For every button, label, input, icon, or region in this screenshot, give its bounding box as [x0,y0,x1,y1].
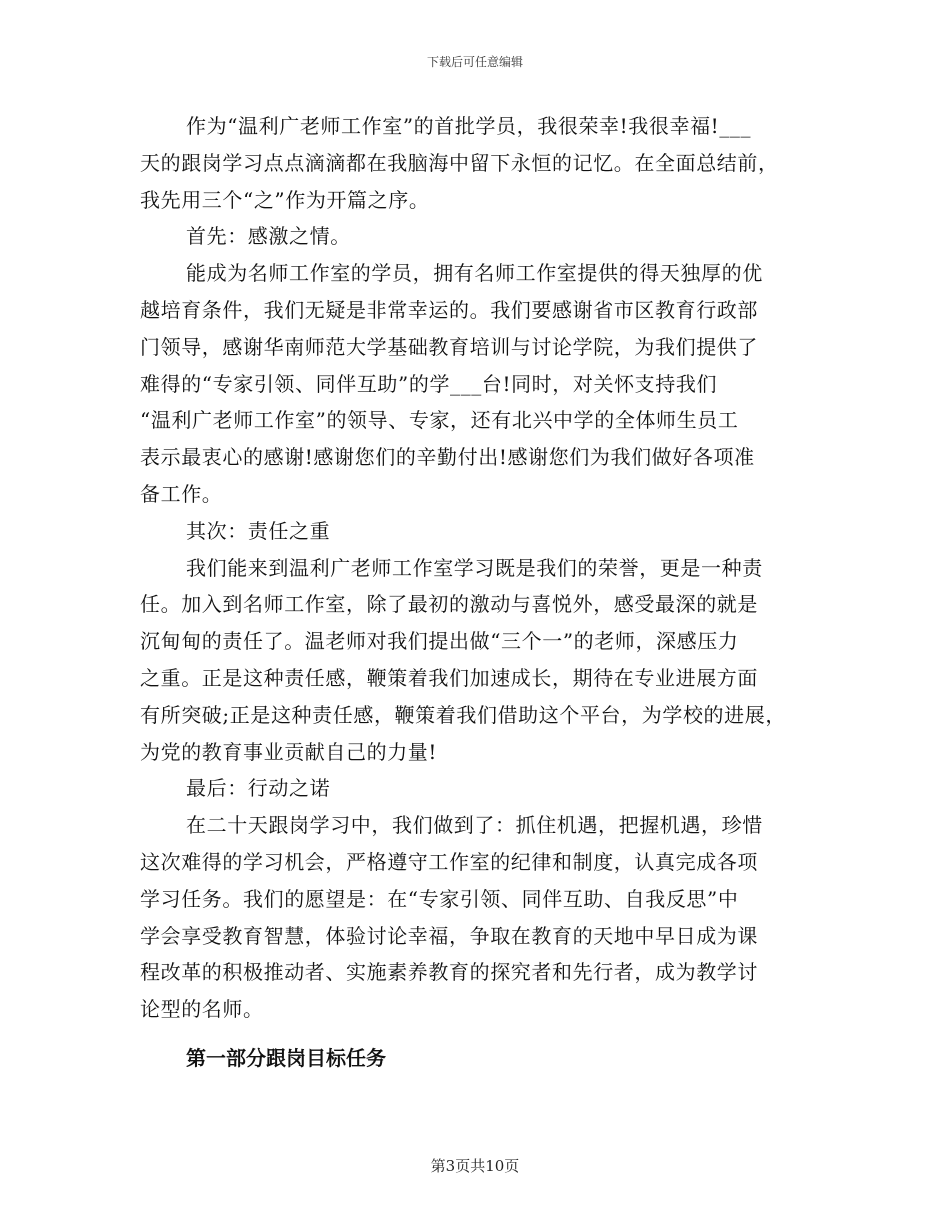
text-line: 门领导，感谢华南师范大学基础教育培训与讨论学院，为我们提供了 [140,334,758,359]
text-line: 这次难得的学习机会，严格遵守工作室的纪律和制度，认真完成各项 [140,849,758,874]
text-line: 之重。正是这种责任感，鞭策着我们加速成长，期待在专业进展方面 [140,665,758,690]
text-line: 表示最衷心的感谢!感谢您们的辛勤付出!感谢您们为我们做好各项准 [140,445,755,470]
paragraph-lines [140,108,820,1028]
text-line: 为党的教育事业贡献自己的力量! [140,739,438,764]
text-line: 沉甸甸的责任了。温老师对我们提出做“三个一”的老师，深感压力 [140,629,739,654]
text-line: 天的跟岗学习点点滴滴都在我脑海中留下永恒的记忆。在全面总结前， [140,150,779,175]
text-line: 越培育条件，我们无疑是非常幸运的。我们要感谢省市区教育行政部 [140,297,758,322]
page-header-note: 下载后可任意编辑 [426,55,523,69]
section-title: 第一部分跟岗目标任务 [186,1045,386,1070]
text-line: 学习任务。我们的愿望是：在“专家引领、同伴互助、自我反思”中 [140,886,739,911]
text-line: 能成为名师工作室的学员，拥有名师工作室提供的得天独厚的优 [186,261,763,286]
text-line: “温利广老师工作室”的领导、专家，还有北兴中学的全体师生员工 [140,408,739,433]
text-line: 学会享受教育智慧，体验讨论幸福，争取在教育的天地中早日成为课 [140,923,758,948]
text-line: 任。加入到名师工作室，除了最初的激动与喜悦外，感受最深的就是 [140,592,758,617]
text-line: 程改革的积极推动者、实施素养教育的探究者和先行者，成为教学讨 [140,960,758,985]
text-line: 我先用三个“之”作为开篇之序。 [140,187,430,212]
text-line: 备工作。 [140,481,223,506]
text-line: 在二十天跟岗学习中，我们做到了：抓住机遇，把握机遇，珍惜 [186,813,763,838]
text-line: 有所突破;正是这种责任感，鞭策着我们借助这个平台，为学校的进展， [140,702,786,727]
text-line: 其次：责任之重 [186,518,331,543]
text-line: 论型的名师。 [140,997,264,1022]
document-body [140,108,820,1076]
text-line: 作为“温利广老师工作室”的首批学员，我很荣幸!我很幸福!___ [186,114,752,138]
text-line: 首先：感激之情。 [186,224,351,249]
text-line: 我们能来到温利广老师工作室学习既是我们的荣誉，更是一种责 [186,555,763,580]
page-footer: 第3页共10页 [430,1157,520,1175]
text-line: 难得的“专家引领、同伴互助”的学___台!同时，对关怀支持我们 [140,371,718,396]
text-line: 最后：行动之诺 [186,776,331,801]
